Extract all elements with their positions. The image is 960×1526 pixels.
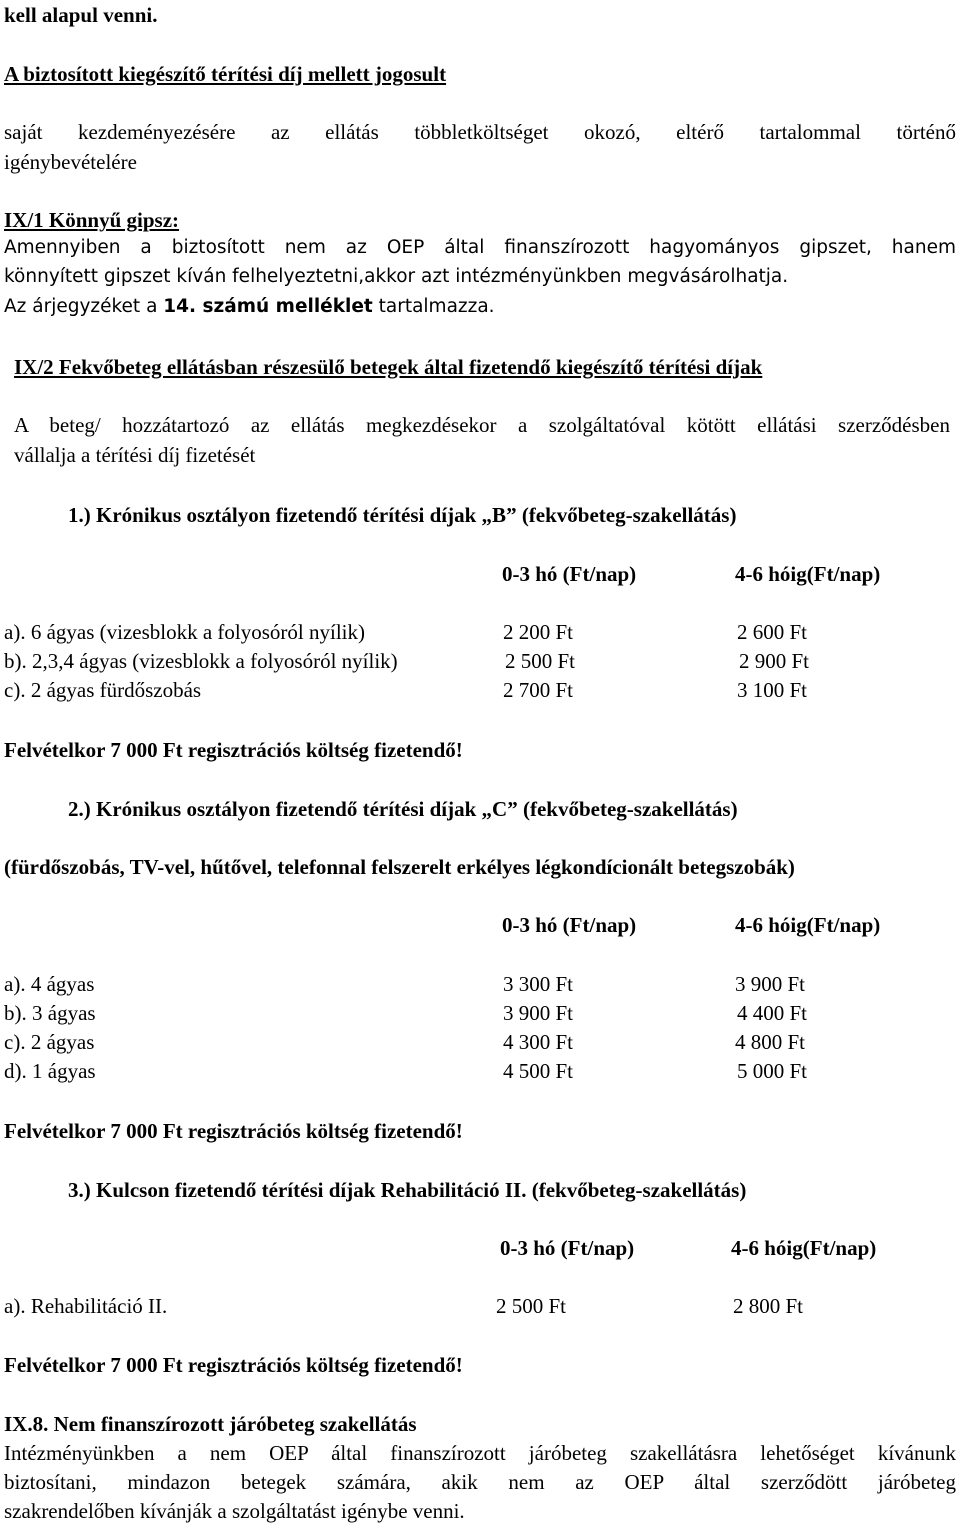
section-1-registration-note: Felvételkor 7 000 Ft regisztrációs költség fizetendő! — [4, 738, 463, 762]
supplement-heading: A biztosított kiegészítő térítési díj mellett jogosult — [4, 62, 447, 86]
section-2-row-price-0-3: 4 500 Ft — [503, 1059, 574, 1083]
section-2-registration-note: Felvételkor 7 000 Ft regisztrációs költség fizetendő! — [4, 1119, 463, 1143]
section-3-col-header-4-6: 4-6 hóig(Ft/nap) — [731, 1236, 877, 1260]
section-1-row-label: c). 2 ágyas fürdőszobás — [4, 678, 202, 702]
section-1-row-price-4-6: 2 600 Ft — [737, 620, 808, 644]
ix8-line-2: biztosítani, mindazon betegek számára, akik nem az OEP által szerződött járóbeteg — [4, 1470, 956, 1494]
section-2-row-label: a). 4 ágyas — [4, 972, 95, 996]
ix1-line-2: könnyített gipszet kíván felhelyeztetni,akkor azt intézményünkben megvásárolhatja. — [4, 266, 789, 287]
ix1-heading: IX/1 Könnyű gipsz: — [4, 208, 180, 232]
top-line: kell alapul venni. — [4, 3, 158, 27]
supplement-text-line-2: igénybevételére — [4, 150, 137, 174]
section-2-row-price-4-6: 4 400 Ft — [737, 1001, 808, 1025]
ix8-heading-text: IX.8. Nem finanszírozott járóbeteg szakellátás — [4, 1412, 417, 1436]
section-3-registration-note: Felvételkor 7 000 Ft regisztrációs költség fizetendő! — [4, 1353, 463, 1377]
section-1-title: 1.) Krónikus osztályon fizetendő térítési díjak „B” (fekvőbeteg-szakellátás) — [68, 503, 737, 527]
ix8-line-3: szakrendelőben kívánják a szolgáltatást igénybe venni. — [4, 1499, 465, 1523]
section-1-row-price-0-3: 2 700 Ft — [503, 678, 574, 702]
section-3-row-label: a). Rehabilitáció II. — [4, 1294, 168, 1318]
section-1-col-header-0-3: 0-3 hó (Ft/nap) — [502, 562, 637, 586]
ix1-line-1: Amennyiben a biztosított nem az OEP által finanszírozott hagyományos gipszet, hanem — [4, 237, 956, 258]
section-1-row-label: a). 6 ágyas (vizesblokk a folyosóról nyílik) — [4, 620, 365, 644]
section-3-row-price-4-6: 2 800 Ft — [733, 1294, 804, 1318]
ix2-intro-line-1: A beteg/ hozzátartozó az ellátás megkezdésekor a szolgáltatóval kötött ellátási szerződésben — [14, 413, 950, 437]
section-2-row-price-0-3: 3 300 Ft — [503, 972, 574, 996]
supplement-text-line-1: saját kezdeményezésére az ellátás többletköltséget okozó, eltérő tartalommal történő — [4, 120, 956, 144]
ix2-heading: IX/2 Fekvőbeteg ellátásban részesülő betegek által fizetendő kiegészítő térítési díjak — [14, 355, 763, 379]
section-2-row-label: b). 3 ágyas — [4, 1001, 96, 1025]
ix1-line-3-post: tartalmazza. — [372, 296, 495, 317]
section-2-row-price-4-6: 4 800 Ft — [735, 1030, 806, 1054]
section-1-row-label: b). 2,3,4 ágyas (vizesblokk a folyosóról nyílik) — [4, 649, 398, 673]
section-2-row-price-4-6: 3 900 Ft — [735, 972, 806, 996]
section-3-col-header-0-3: 0-3 hó (Ft/nap) — [500, 1236, 635, 1260]
attachment-reference: 14. számú melléklet — [163, 296, 373, 317]
ix1-line-3-pre: Az árjegyzéket a — [4, 296, 164, 317]
section-2-row-label: d). 1 ágyas — [4, 1059, 96, 1083]
section-2-col-header-0-3: 0-3 hó (Ft/nap) — [502, 913, 637, 937]
section-3-title: 3.) Kulcson fizetendő térítési díjak Rehabilitáció II. (fekvőbeteg-szakellátás) — [68, 1178, 747, 1202]
section-1-row-price-0-3: 2 200 Ft — [503, 620, 574, 644]
section-3-row-price-0-3: 2 500 Ft — [496, 1294, 567, 1318]
ix8-heading — [4, 1411, 417, 1437]
ix1-line-3 — [4, 294, 495, 320]
section-2-row-price-0-3: 4 300 Ft — [503, 1030, 574, 1054]
section-1-row-price-4-6: 3 100 Ft — [737, 678, 808, 702]
section-1-row-price-4-6: 2 900 Ft — [739, 649, 810, 673]
section-2-col-header-4-6: 4-6 hóig(Ft/nap) — [735, 913, 881, 937]
section-1-col-header-4-6: 4-6 hóig(Ft/nap) — [735, 562, 881, 586]
section-2-subtitle: (fürdőszobás, TV-vel, hűtővel, telefonnal felszerelt erkélyes légkondícionált betegszobák) — [4, 855, 795, 879]
ix2-intro-line-2: vállalja a térítési díj fizetését — [14, 443, 256, 467]
ix8-line-1: Intézményünkben a nem OEP által finanszírozott járóbeteg szakellátásra lehetőséget kívánunk — [4, 1441, 956, 1465]
section-2-row-label: c). 2 ágyas — [4, 1030, 95, 1054]
section-2-row-price-4-6: 5 000 Ft — [737, 1059, 808, 1083]
section-2-row-price-0-3: 3 900 Ft — [503, 1001, 574, 1025]
section-1-row-price-0-3: 2 500 Ft — [505, 649, 576, 673]
section-2-title: 2.) Krónikus osztályon fizetendő térítési díjak „C” (fekvőbeteg-szakellátás) — [68, 797, 738, 821]
